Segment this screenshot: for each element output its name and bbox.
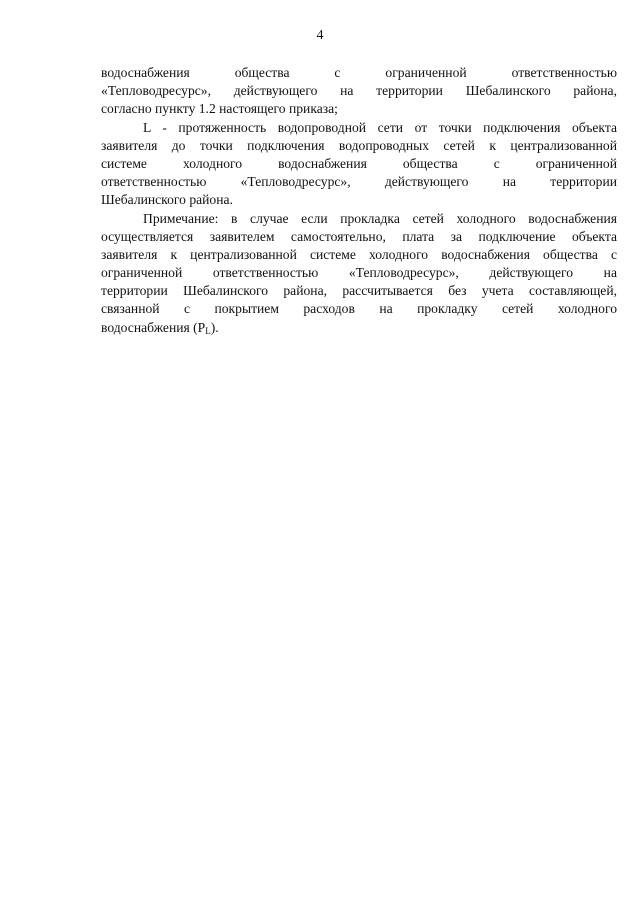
text-line: «Тепловодресурс», действующего на территории Шебалинского района, [101, 83, 617, 99]
text-line: системе холодного водоснабжения общества с ограниченной [101, 155, 617, 171]
text-line: согласно пункту 1.2 настоящего приказа; [101, 101, 338, 117]
text-line: Примечание: в случае если прокладка сетей холодного водоснабжения [143, 210, 617, 226]
paragraph-1 [101, 64, 617, 119]
text-line: заявителя до точки подключения водопроводных сетей к централизованной [101, 137, 617, 153]
text-line: L - протяженность водопроводной сети от точки подключения объекта [143, 119, 617, 135]
text-line: водоснабжения общества с ограниченной ответственностью [101, 65, 617, 80]
text-line-final [101, 319, 617, 337]
text-line: Шебалинского района. [101, 192, 233, 208]
formula-prefix: водоснабжения (P [101, 319, 206, 335]
text-line: заявителя к централизованной системе холодного водоснабжения общества с [101, 246, 617, 262]
text-line: ограниченной ответственностью «Тепловодресурс», действующего на [101, 265, 617, 281]
paragraph-2 [101, 119, 617, 210]
text-line: ответственностью «Тепловодресурс», действующего на территории [101, 174, 617, 190]
formula-suffix: ). [210, 319, 219, 335]
formula-subscript: L [205, 325, 211, 336]
document-body [101, 64, 617, 337]
text-line: территории Шебалинского района, рассчитывается без учета составляющей, [101, 283, 617, 299]
text-line: связанной с покрытием расходов на прокладку сетей холодного [101, 301, 617, 317]
text-line: осуществляется заявителем самостоятельно, плата за подключение объекта [101, 228, 617, 244]
page-number: 4 [316, 28, 324, 43]
paragraph-note [101, 210, 617, 337]
